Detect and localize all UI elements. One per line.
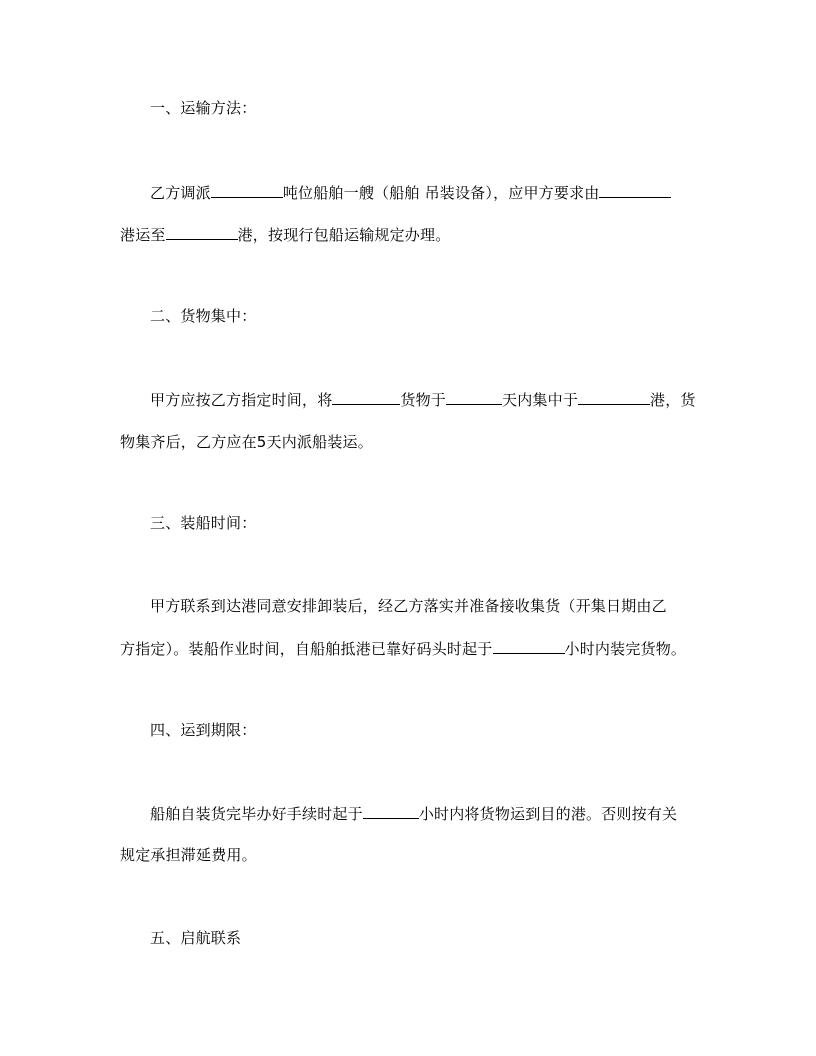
text-run: 小时内将货物运到目的港。否则按有关 [418, 805, 678, 823]
section-1-heading: 一、运输方法： [150, 99, 257, 117]
text-run: 天内集中于 [502, 391, 579, 409]
section-1-paragraph-line-2 [120, 224, 450, 245]
text-run: 港，按现行包船运输规定办理。 [237, 226, 451, 244]
section-3-paragraph-line-1: 甲方联系到达港同意安排卸装后，经乙方落实并准备接收集货（开集日期由乙 [150, 597, 667, 615]
text-run: 甲方应按乙方指定时间，将 [150, 391, 333, 409]
fill-in-blank[interactable] [578, 389, 650, 405]
fill-in-blank[interactable] [599, 182, 671, 198]
text-run: 乙方调派 [150, 184, 211, 202]
section-5-heading: 五、启航联系 [150, 929, 242, 947]
section-3-heading: 三、装船时间： [150, 514, 257, 532]
text-run: 吨位船舶一艘（船舶 吊装设备），应甲方要求由 [282, 184, 600, 202]
text-run: 船舶自装货完毕办好手续时起于 [150, 805, 363, 823]
section-4-heading: 四、运到期限： [150, 721, 257, 739]
section-2-paragraph-line-1 [150, 389, 696, 410]
text-run: 港运至 [120, 226, 166, 244]
fill-in-blank[interactable] [493, 638, 565, 654]
fill-in-blank[interactable] [166, 224, 238, 240]
section-4-paragraph-line-1 [150, 803, 677, 824]
section-4-paragraph-line-2: 规定承担滞延费用。 [120, 846, 257, 864]
fill-in-blank[interactable] [332, 389, 400, 405]
section-2-paragraph-line-2: 物集齐后，乙方应在5天内派船装运。 [120, 433, 373, 451]
section-3-paragraph-line-2 [120, 638, 686, 659]
text-run: 方指定）。装船作业时间，自船舶抵港已靠好码头时起于 [120, 640, 493, 658]
fill-in-blank[interactable] [211, 182, 283, 198]
section-2-heading: 二、货物集中： [150, 307, 257, 325]
fill-in-blank[interactable] [363, 803, 419, 819]
fill-in-blank[interactable] [446, 389, 502, 405]
text-run: 货物于 [400, 391, 447, 409]
text-run: 港，货 [650, 391, 696, 409]
section-1-paragraph-line-1 [150, 182, 671, 203]
text-run: 小时内装完货物。 [564, 640, 687, 658]
